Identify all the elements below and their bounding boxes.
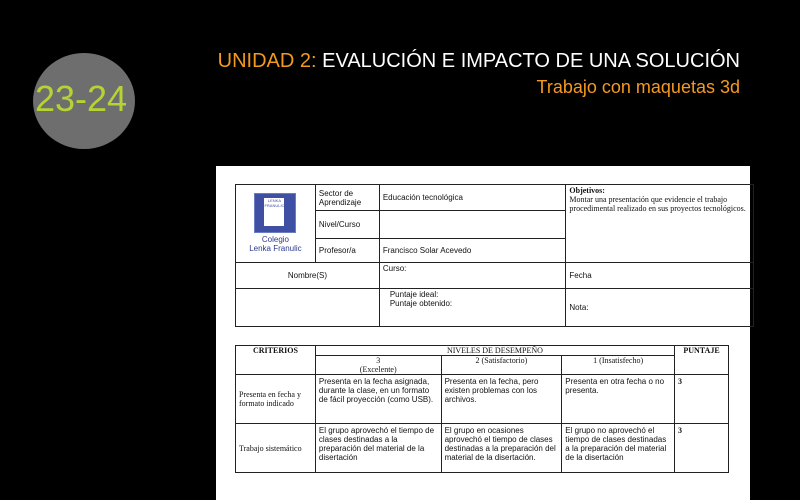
title-unit: UNIDAD 2: — [217, 50, 317, 72]
puntaje-obtenido-label: Puntaje obtenido: — [389, 298, 453, 308]
level-1-cell: Presenta en otra fecha o no presenta. — [562, 375, 675, 424]
level-2-cell: El grupo en ocasiones aprovechó el tiempo de clases destinadas a la preparación del material de la disertación. — [441, 424, 562, 473]
nivel-label: Nivel/Curso — [315, 211, 379, 239]
objetivos-text: Montar una presentación que evidencie el trabajo procedimental realizado en sus proyectos tecnológicos. — [569, 195, 746, 213]
puntaje-cell — [379, 288, 566, 326]
niveles-header: NIVELES DE DESEMPEÑO — [315, 346, 674, 356]
level-3-cell: El grupo aprovechó el tiempo de clases destinadas a la preparación del material de la disertación — [315, 424, 441, 473]
puntaje-cell: 3 — [675, 375, 729, 424]
criterios-header: CRITERIOS — [236, 346, 316, 375]
criterio-cell: Trabajo sistemático — [236, 424, 316, 473]
school-logo-cell — [236, 185, 316, 263]
profesor-label: Profesor/a — [315, 239, 379, 262]
puntaje-cell: 3 — [675, 424, 729, 473]
curso-label: Curso: — [379, 262, 566, 288]
criterio-cell: Presenta en fecha y formato indicado — [236, 375, 316, 424]
fecha-label: Fecha — [566, 262, 754, 288]
nombre-value — [236, 288, 380, 326]
puntaje-header: PUNTAJE — [675, 346, 729, 375]
rubric-document — [216, 166, 750, 500]
table-row — [236, 375, 729, 424]
objetivos-label: Objetivos: — [569, 186, 605, 195]
level-2-header: 2 (Satisfactorio) — [441, 356, 562, 375]
level-3-cell: Presenta en la fecha asignada, durante la clase, en un formato de fácil proyección (como USB). — [315, 375, 441, 424]
nota-label: Nota: — [566, 288, 754, 326]
sector-value: Educación tecnológica — [379, 185, 566, 211]
slide-number: 23-24 — [35, 78, 128, 119]
table-row — [236, 424, 729, 473]
objetivos-cell — [566, 185, 754, 263]
title-text: EVALUCIÓN E IMPACTO DE UNA SOLUCIÓN — [316, 50, 740, 72]
sector-label: Sector de Aprendizaje — [315, 185, 379, 211]
slide-subtitle: Trabajo con maquetas 3d — [536, 77, 740, 97]
profesor-value: Francisco Solar Acevedo — [379, 239, 566, 262]
rubric-table — [235, 345, 729, 473]
level-1-header: 1 (Insatisfecho) — [562, 356, 675, 375]
slide-title — [218, 50, 740, 73]
level-1-cell: El grupo no aprovechó el tiempo de clases destinadas a la preparación del material de la disertación — [562, 424, 675, 473]
school-name: Colegio Lenka Franulic — [249, 235, 302, 254]
puntaje-ideal-label: Puntaje ideal: — [389, 289, 439, 299]
header-table — [235, 184, 754, 327]
nombre-label: Nombre(S) — [236, 262, 380, 288]
level-2-cell: Presenta en la fecha, pero existen problemas con los archivos. — [441, 375, 562, 424]
level-3-header: 3 (Excelente) — [315, 356, 441, 375]
school-logo: LENKA FRANULIC — [254, 193, 296, 233]
nivel-value — [379, 211, 566, 239]
